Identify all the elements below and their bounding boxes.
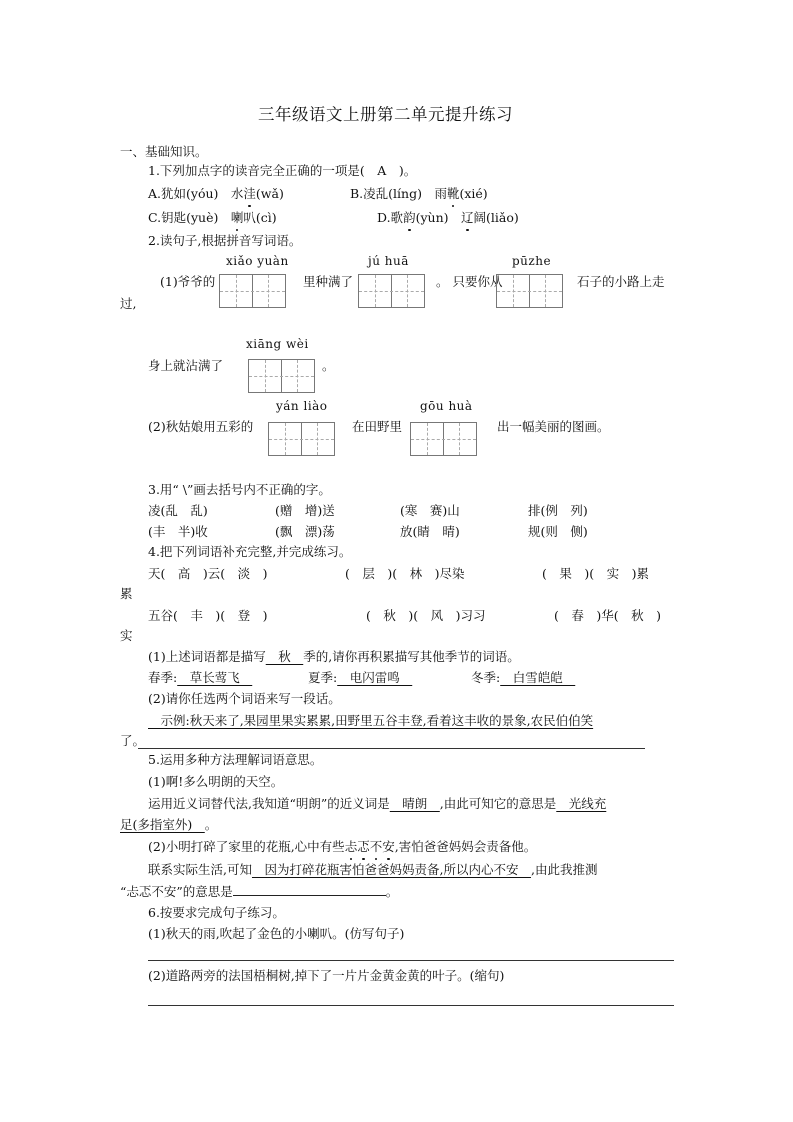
dotted-char: 喇 [230, 210, 244, 225]
q5-line: 足(多指室外) 。 [120, 817, 218, 832]
pinyin-label: pūzhe [512, 254, 552, 268]
idiom-item: 天( 高 )云( 淡 ) [148, 566, 268, 581]
q1-stem: 1.下列加点字的读音完全正确的一项是( A )。 [148, 163, 417, 178]
pinyin-label: xiāng wèi [246, 337, 309, 351]
answer: 秋 [265, 649, 304, 664]
idiom-item: ( 秋 )( 风 )习习 [366, 608, 486, 623]
choice-item: 放(睛 晴) [400, 524, 460, 539]
choice-item: 规(则 侧) [528, 524, 588, 539]
choice-item: 凌(乱 乱) [148, 503, 208, 518]
example-answer: 示例:秋天来了,果园里果实累累,田野里五谷丰登,看着这丰收的景象,农民伯伯笑 [148, 713, 594, 728]
sentence-text: (1)爷爷的 [160, 274, 216, 289]
q6-stem: 6.按要求完成句子练习。 [148, 905, 285, 920]
choice-item: (赠 增)送 [275, 503, 335, 518]
dotted-char: 洼 [243, 186, 256, 201]
choice-item: (飘 漂)荡 [275, 524, 335, 539]
answer: 光线充 [556, 796, 607, 811]
sentence-text: 石子的小路上走 [577, 274, 665, 289]
section-heading: 一、基础知识。 [120, 144, 208, 159]
answer-line [138, 748, 645, 749]
idiom-item: 五谷( 丰 )( 登 ) [148, 608, 268, 623]
q4-stem: 4.把下列词语补充完整,并完成练习。 [148, 544, 352, 559]
q5-line: 运用近义词替代法,我知道“明朗”的近义词是 晴朗 ,由此可知它的意思是 光线充 [148, 796, 607, 811]
writing-grid[interactable] [268, 422, 335, 456]
sentence-text: 过, [120, 296, 137, 311]
answer: 足(多指室外) [120, 817, 205, 832]
q5-stem: 5.运用多种方法理解词语意思。 [148, 752, 323, 767]
season-winter: 冬季: 白雪皑皑 [471, 670, 576, 685]
answer-blank[interactable] [233, 895, 386, 896]
writing-grid[interactable] [358, 274, 425, 308]
sentence-text: 身上就沾满了 [148, 358, 224, 373]
pinyin-label: yán liào [276, 399, 328, 413]
q5-line: “忐忑不安”的意思是 。 [120, 884, 399, 899]
q3-stem: 3.用“ \”画去括号内不正确的字。 [148, 482, 331, 497]
sentence-text: 。 [322, 358, 335, 373]
idiom-item: ( 果 )( 实 )累 [542, 566, 650, 581]
idiom-item: ( 春 )华( 秋 ) [554, 608, 662, 623]
q5-sentence: (2)小明打碎了家里的花瓶,心中有些忐忑不安,害怕爸爸妈妈会责备他。 [148, 839, 537, 854]
q2-stem: 2.读句子,根据拼音写词语。 [148, 233, 302, 248]
season-spring: 春季: 草长莺飞 [148, 670, 253, 685]
dotted-char: 靴 [446, 186, 460, 201]
answer: 因为打碎花瓶害怕爸爸妈妈责备,所以内心不安 [251, 862, 531, 877]
writing-grid[interactable] [410, 422, 477, 456]
choice-item: (丰 半)收 [148, 524, 208, 539]
answer: 草长莺飞 [177, 670, 253, 685]
pinyin-label: gōu huà [420, 399, 473, 413]
idiom-item: ( 层 )( 林 )尽染 [345, 566, 465, 581]
writing-grid[interactable] [248, 359, 315, 393]
dotted-char: 安 [382, 839, 395, 854]
writing-grid[interactable] [496, 274, 563, 308]
sentence-text: (2)秋姑娘用五彩的 [148, 419, 254, 434]
writing-grid[interactable] [219, 274, 286, 308]
q1-option-d: D.歌韵(yùn) 辽阔(liǎo) [377, 210, 519, 225]
answer-line[interactable] [148, 960, 674, 961]
q4-part1: (1)上述词语都是描写 秋 季的,请你再积累描写其他季节的词语。 [148, 649, 520, 664]
dotted-char: 忐 [344, 839, 358, 854]
pinyin-label: xiǎo yuàn [226, 254, 289, 268]
dotted-char: 不 [369, 839, 383, 854]
q5-line: 联系实际生活,可知 因为打碎花瓶害怕爸爸妈妈责备,所以内心不安 ,由此我推测 [148, 862, 598, 877]
q4-part2: (2)请你任选两个词语来写一段话。 [148, 691, 341, 706]
dotted-char: 忑 [357, 839, 370, 854]
choice-item: (寒 赛)山 [400, 503, 460, 518]
answer-line[interactable] [148, 1005, 674, 1006]
q6-sentence: (1)秋天的雨,吹起了金色的小喇叭。(仿写句子) [148, 926, 405, 941]
q1-option-c: C.钥匙(yuè) 喇叭(cì) [148, 210, 277, 225]
sentence-text: 。 只要你从 [436, 274, 503, 289]
idiom-item: 实 [120, 628, 133, 643]
idiom-item: 累 [120, 586, 133, 601]
example-answer: 了。 [120, 733, 146, 748]
answer: 晴朗 [389, 796, 440, 811]
q1-option-a: A.犹如(yóu) 水洼(wǎ) [148, 186, 284, 201]
sentence-text: 在田野里 [352, 419, 403, 434]
answer: 白雪皑皑 [500, 670, 576, 685]
pinyin-label: jú huā [368, 254, 409, 268]
page-title: 三年级语文上册第二单元提升练习 [258, 105, 513, 124]
sentence-text: 里种满了 [303, 274, 354, 289]
q5-sentence: (1)啊!多么明朗的天空。 [148, 774, 284, 789]
season-summer: 夏季: 电闪雷鸣 [308, 670, 413, 685]
choice-item: 排(例 列) [528, 503, 588, 518]
q1-option-b: B.凌乱(líng) 雨靴(xié) [350, 186, 488, 201]
sentence-text: 出一幅美丽的图画。 [497, 419, 610, 434]
answer: 电闪雷鸣 [337, 670, 413, 685]
dotted-char: 韵 [403, 210, 416, 225]
dotted-char: 辽 [461, 210, 474, 225]
q6-sentence: (2)道路两旁的法国梧桐树,掉下了一片片金黄金黄的叶子。(缩句) [148, 968, 505, 983]
